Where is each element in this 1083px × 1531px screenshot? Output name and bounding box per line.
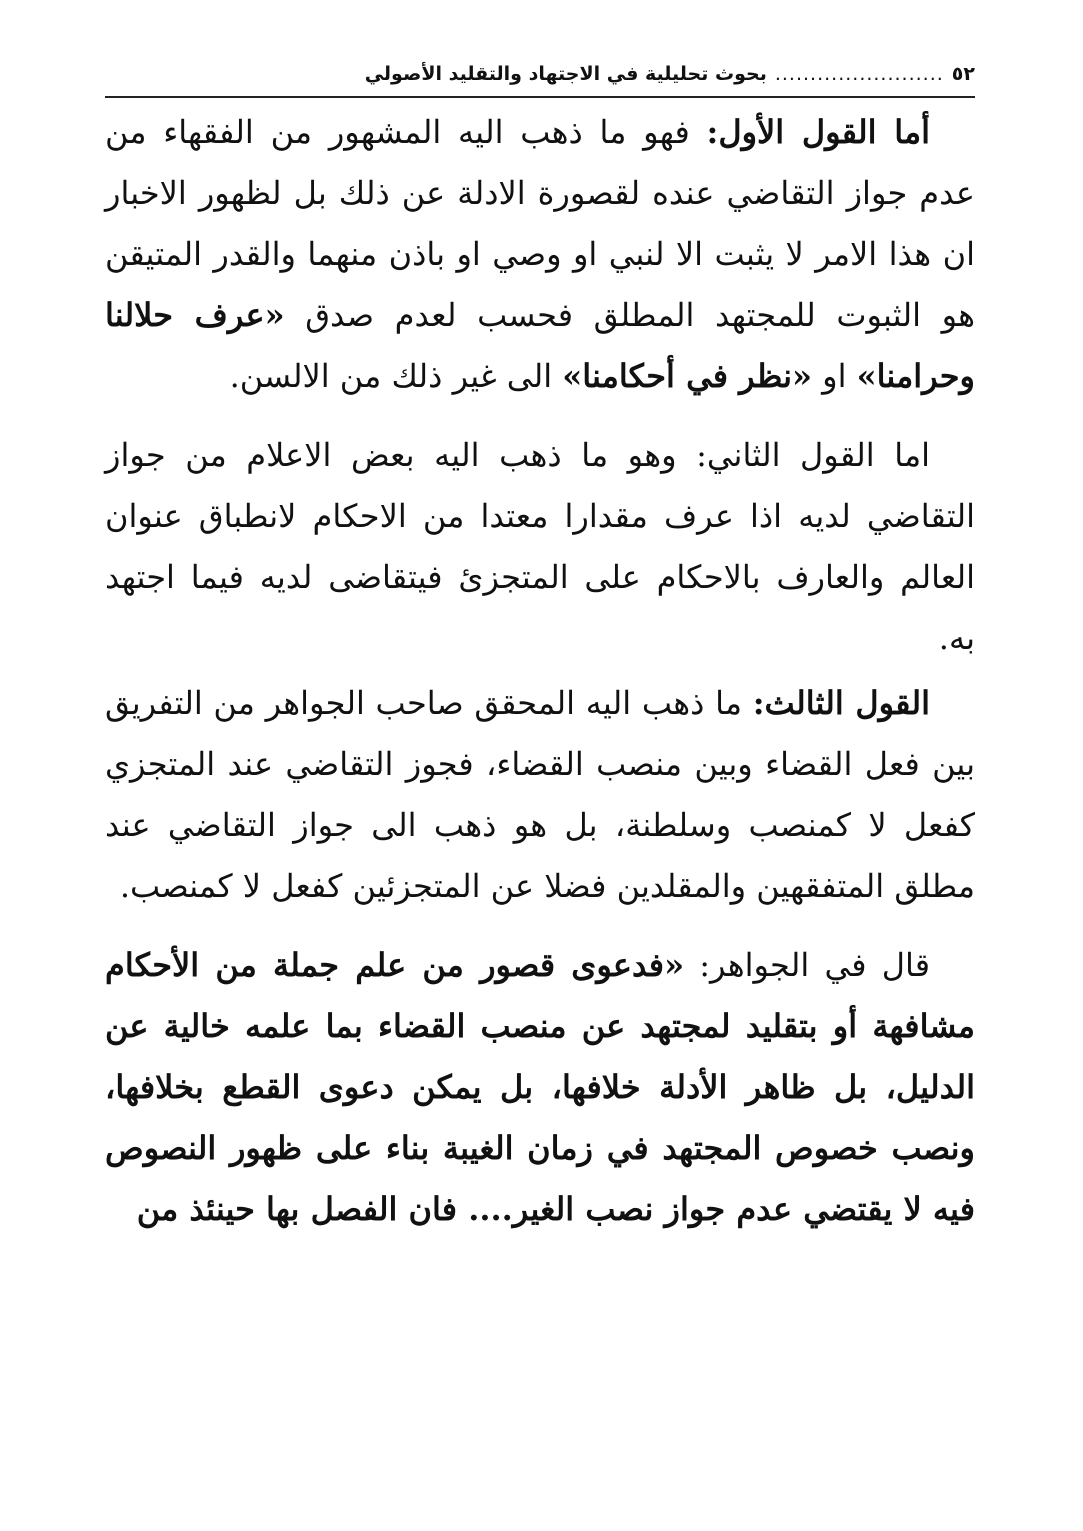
first-opinion-quote-1: «عرف حلالنا وحرامنا»	[105, 296, 975, 395]
document-page	[105, 52, 975, 1240]
running-header	[105, 52, 975, 98]
paragraph-second-opinion	[105, 425, 975, 669]
second-opinion-text: اما القول الثاني: وهو ما ذهب اليه بعض الاعلام من جواز التقاضي لديه اذا عرف مقدارا معتدا من الاحكام لانطباق عنوان العالم والعارف بالاحكام على المتجزئ فيتقاضى لديه فيما اجتهد به.	[105, 436, 976, 657]
first-opinion-text-3: الى غير ذلك من الالسن.	[229, 357, 563, 395]
third-opinion-heading: القول الثالث:	[752, 684, 931, 722]
paragraph-third-opinion	[105, 673, 975, 917]
first-opinion-text-2: او	[811, 357, 857, 395]
first-opinion-heading: أما القول الأول:	[706, 113, 931, 151]
book-title: بحوث تحليلية في الاجتهاد والتقليد الأصولي	[364, 63, 767, 85]
header-dot-leader: ........................	[774, 63, 944, 85]
third-opinion-text: ما ذهب اليه المحقق صاحب الجواهر من التفريق بين فعل القضاء وبين منصب القضاء، فجوز التقاضي عند المتجزي كفعل لا كمنصب وسلطنة، بل هو ذهب الى جواز التقاضي عند مطلق المتفقهين والمقلدين فضلا عن المتجزئين كفعل لا كمنصب.	[105, 684, 975, 905]
paragraph-first-opinion	[105, 102, 975, 407]
jawahir-intro: قال في الجواهر:	[684, 946, 930, 984]
first-opinion-text-1: فهو ما ذهب اليه المشهور من الفقهاء من عدم جواز التقاضي عنده لقصورة الادلة عن ذلك بل لظهور الاخبار ان هذا الامر لا يثبت الا لنبي او وصي او باذن منهما والقدر المتيقن هو الثبوت للمجتهد المطلق فحسب لعدم صدق	[105, 113, 976, 334]
page-number: ٥٢	[951, 63, 975, 85]
jawahir-quote: «فدعوى قصور من علم جملة من الأحكام مشافهة أو بتقليد لمجتهد عن منصب القضاء بما علمه خالية عن الدليل، بل ظاهر الأدلة خلافها، بل يمكن دعوى القطع بخلافها، ونصب خصوص المجتهد في زمان الغيبة بناء على ظهور النصوص فيه لا يقتضي عدم جواز نصب الغير.... فان الفصل بها حينئذ من	[105, 946, 975, 1228]
first-opinion-quote-2: «نظر في أحكامنا»	[562, 357, 812, 395]
paragraph-jawahir-quote	[105, 935, 975, 1240]
